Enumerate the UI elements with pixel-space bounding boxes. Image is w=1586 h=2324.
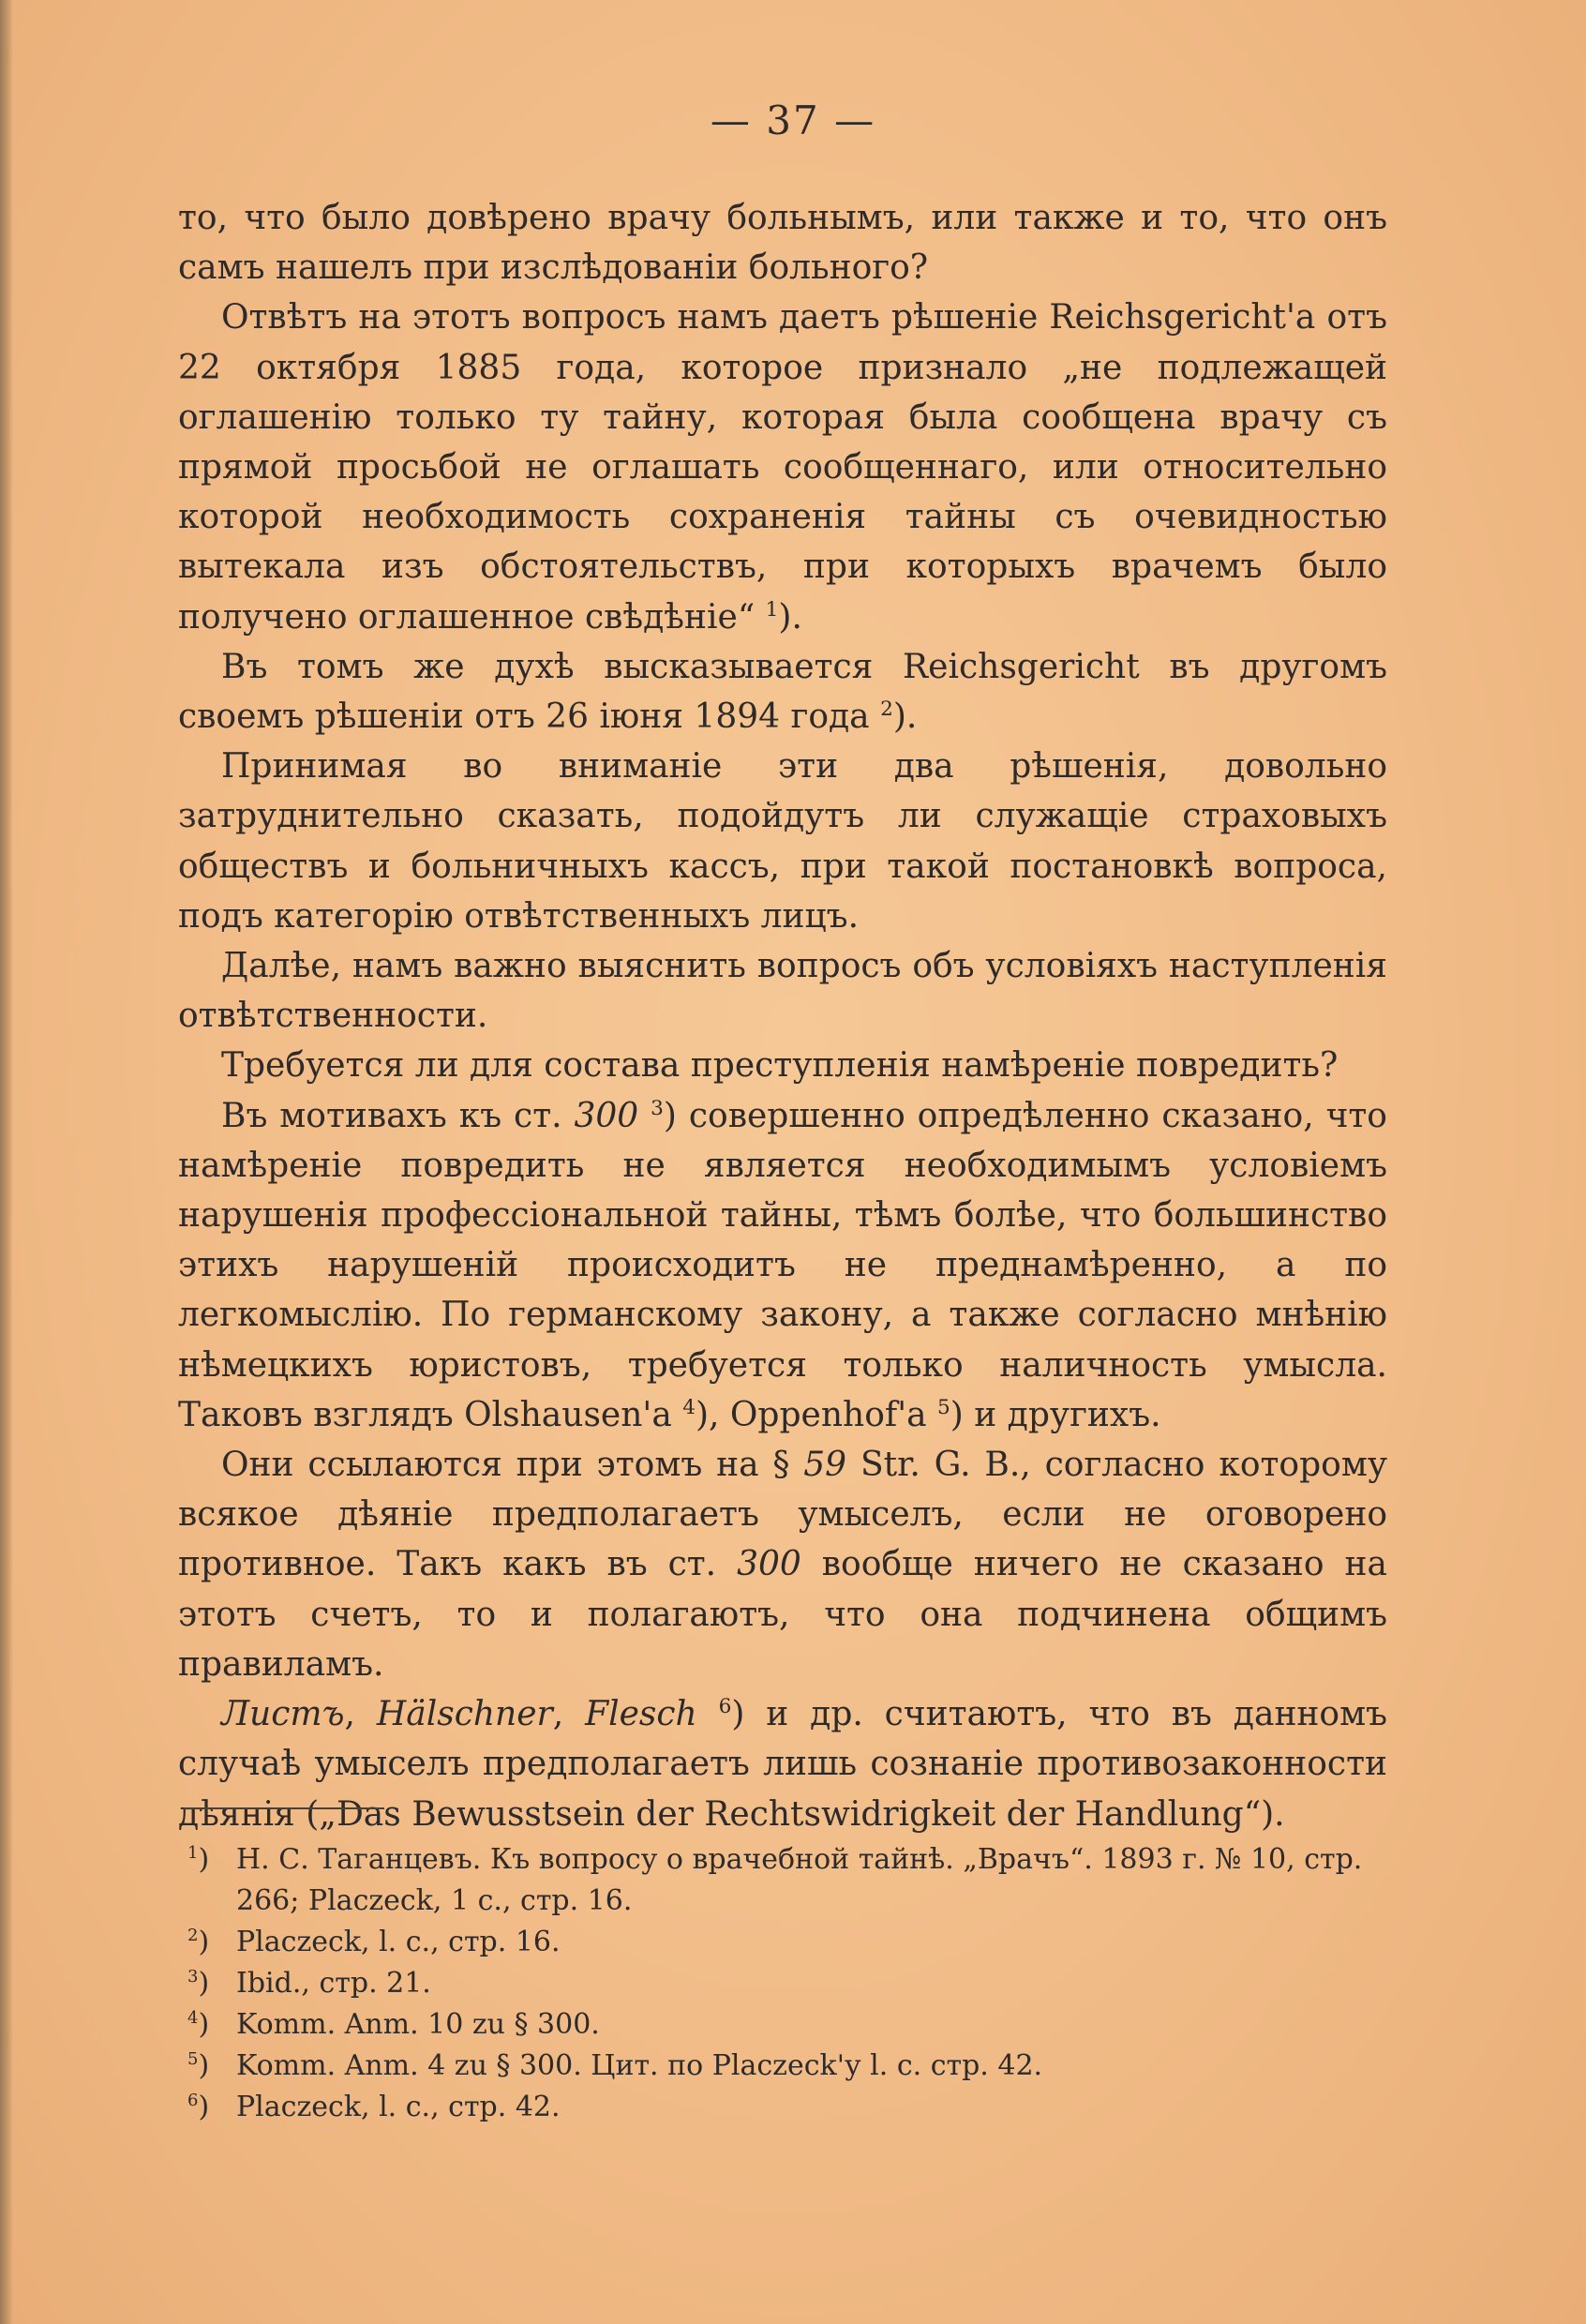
paragraph bbox=[178, 941, 1387, 1041]
footnote-divider bbox=[184, 1807, 384, 1809]
paragraph bbox=[178, 1689, 1387, 1839]
footnote-text: Placzeck, l. с., стр. 16. bbox=[236, 1926, 561, 1958]
footnote-marker: $^5$) bbox=[187, 2049, 210, 2082]
text-run bbox=[638, 1097, 651, 1135]
footnote-reference: 1 bbox=[765, 597, 779, 622]
text-run: ). bbox=[892, 697, 918, 737]
footnote-reference: 5 bbox=[937, 1395, 950, 1419]
text-run: ). bbox=[778, 597, 802, 637]
text-run: вообще ничего не сказано на этотъ счетъ, то и полагаютъ, что она подчинена общимъ правиламъ. bbox=[178, 1545, 1387, 1684]
text-run: Отвѣтъ на этотъ вопросъ намъ даетъ рѣшеніе Reichsgericht'а отъ 22 октября 1885 года, которое признало „не подлежащей оглашенію только ту тайну, которая была сообщена врачу съ прямой просьбой не оглашать сообщеннаго, или относительно которой необходимость сохраненія тайны съ очевидностью вытекала изъ обстоятельствъ, при которыхъ врачемъ было получено оглашенное свѣдѣніе“ bbox=[178, 298, 1387, 637]
footnote-text: Komm. Anm. 10 zu § 300. bbox=[236, 2008, 600, 2041]
text-run: ) и другихъ. bbox=[950, 1395, 1161, 1434]
page-binding-edge bbox=[0, 0, 13, 2324]
italic-text: Hälschner bbox=[376, 1695, 553, 1734]
footnote bbox=[187, 2046, 1387, 2087]
text-run: , bbox=[344, 1695, 377, 1734]
text-run: Въ томъ же духѣ высказывается Reichsgericht въ другомъ своемъ рѣшеніи отъ 26 іюня 1894 года bbox=[178, 647, 1387, 737]
italic-text: 300 bbox=[737, 1545, 801, 1584]
paragraph bbox=[178, 1091, 1387, 1440]
footnote-number: 5 bbox=[187, 2049, 199, 2069]
footnotes bbox=[187, 1839, 1387, 2128]
footnote-marker: $^6$) bbox=[187, 2091, 210, 2123]
footnote bbox=[187, 1963, 1387, 2004]
footnote bbox=[187, 2087, 1387, 2128]
text-run: ), Oppenhof'а bbox=[695, 1395, 937, 1434]
footnote-number: 6 bbox=[187, 2091, 199, 2110]
page-number: — 37 — bbox=[710, 97, 876, 143]
footnote-text: Komm. Anm. 4 zu § 300. Цит. по Placzeck'у l. с. стр. 42. bbox=[236, 2049, 1043, 2082]
italic-text: 300 bbox=[574, 1096, 639, 1135]
footnote-marker: $^3$) bbox=[187, 1967, 210, 2000]
italic-text: 59 bbox=[803, 1446, 847, 1485]
text-run: ) совершенно опредѣленно сказано, что намѣреніе повредить не является необходимымъ условіемъ нарушенія профессіональной тайны, тѣмъ болѣе, что большинство этихъ нарушеній происходитъ не преднамѣренно, а по легкомыслію. По германскому закону, а также согласно мнѣнію нѣмецкихъ юристовъ, требуется только наличность умысла. Таковъ взглядъ Olshausen'а bbox=[178, 1096, 1387, 1434]
paragraph bbox=[178, 642, 1387, 742]
footnote bbox=[187, 2004, 1387, 2046]
text-run: Въ мотивахъ къ ст. bbox=[221, 1096, 575, 1135]
footnote-reference: 3 bbox=[651, 1096, 664, 1120]
text-run: , bbox=[552, 1695, 586, 1734]
text-run: Далѣе, намъ важно выяснить вопросъ объ условіяхъ наступленія отвѣтственности. bbox=[178, 947, 1387, 1036]
footnote-text: Placzeck, l. с., стр. 42. bbox=[236, 2091, 561, 2123]
text-run: то, что было довѣрено врачу больнымъ, или также и то, что онъ самъ нашелъ при изслѣдованіи больного? bbox=[178, 199, 1387, 288]
footnote-number: 3 bbox=[187, 1967, 199, 1987]
text-run: Они ссылаются при этомъ на § bbox=[221, 1446, 804, 1485]
footnote-marker: $^1$) bbox=[187, 1843, 210, 1876]
footnote-reference: 6 bbox=[718, 1695, 732, 1719]
footnote-number: 4 bbox=[187, 2008, 199, 2028]
footnote-number: 2 bbox=[187, 1926, 199, 1945]
text-run bbox=[697, 1695, 719, 1733]
paragraph bbox=[178, 1440, 1387, 1689]
text-run: Str. G. B., согласно которому всякое дѣяніе предполагаетъ умыселъ, если не оговорено противное. Такъ какъ въ ст. bbox=[178, 1446, 1388, 1584]
footnote-reference: 4 bbox=[682, 1395, 696, 1419]
paragraph bbox=[178, 1041, 1387, 1090]
italic-text: Flesch bbox=[585, 1695, 697, 1734]
paragraph bbox=[178, 193, 1387, 292]
footnote bbox=[187, 1922, 1387, 1963]
text-run: ) и др. считаютъ, что въ данномъ случаѣ умыселъ предполагаетъ лишь сознаніе противозаконности дѣянія („Das Bewusstsein der Rechtswidrigkeit der Handlung“). bbox=[178, 1695, 1388, 1834]
text-run: Принимая во вниманіе эти два рѣшенія, довольно затруднительно сказать, подойдутъ ли служащіе страховыхъ обществъ и больничныхъ кассъ, при такой постановкѣ вопроса, подъ категорію отвѣтственныхъ лицъ. bbox=[178, 747, 1387, 936]
footnote-text: Ibid., стр. 21. bbox=[236, 1967, 431, 2000]
paragraph bbox=[178, 742, 1387, 941]
footnote-number: 1 bbox=[187, 1843, 199, 1863]
paragraph bbox=[178, 292, 1387, 641]
footnote-marker: $^2$) bbox=[187, 1926, 210, 1958]
text-run: Требуется ли для состава преступленія намѣреніе повредить? bbox=[221, 1046, 1339, 1086]
main-text bbox=[178, 193, 1387, 1839]
footnote-text: Н. С. Таганцевъ. Къ вопросу о врачебной тайнѣ. „Врачъ“. 1893 г. № 10, стр. 266; Placzeck, 1 с., стр. 16. bbox=[236, 1843, 1363, 1917]
footnote bbox=[187, 1839, 1387, 1922]
footnote-reference: 2 bbox=[880, 697, 893, 722]
italic-text: Листъ bbox=[221, 1695, 345, 1734]
footnote-marker: $^4$) bbox=[187, 2008, 210, 2041]
